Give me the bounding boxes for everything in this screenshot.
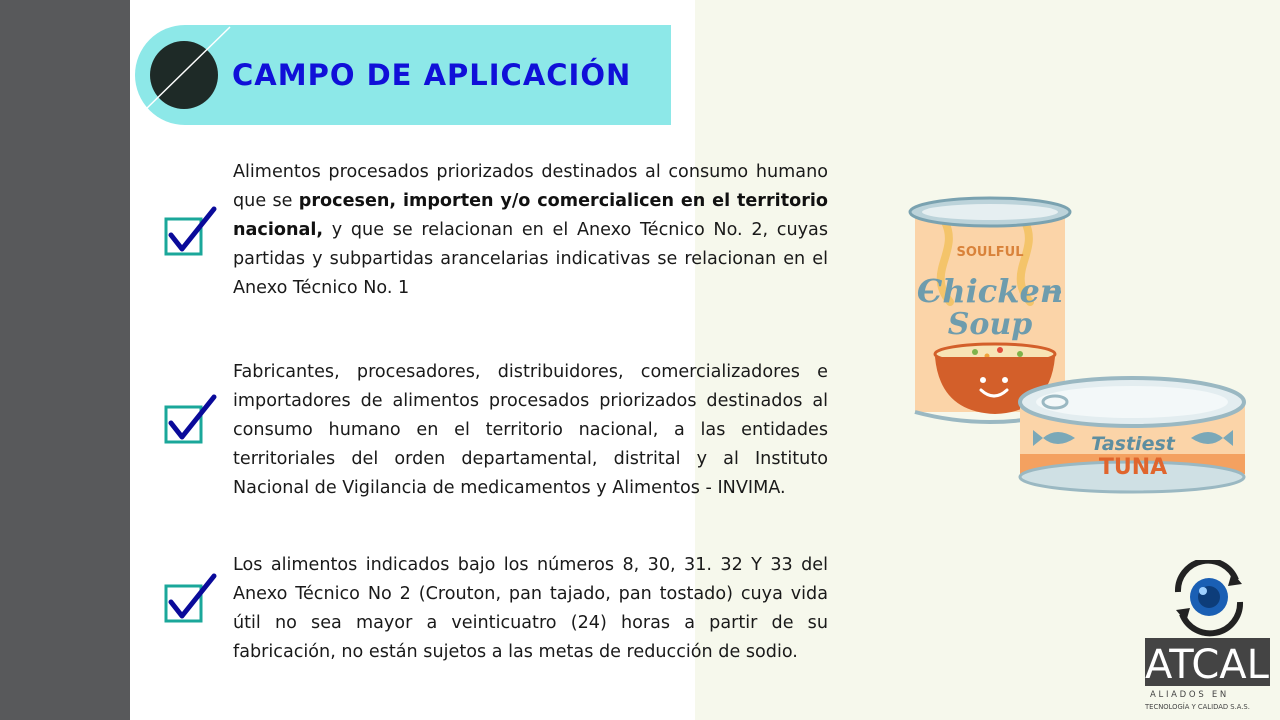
checkmark-icon [162, 205, 218, 257]
checkmark-icon [162, 393, 218, 445]
checkmark-icon [162, 572, 218, 624]
logo-tagline1: A L I A D O S E N [1150, 690, 1227, 700]
logo-brand: ATCAL [1145, 642, 1269, 688]
tuna-label-line2: TUNA [1098, 455, 1168, 480]
soup-label-line2: Chicken [916, 272, 1064, 310]
canned-food-illustration [905, 192, 1250, 497]
scope-item-1: Alimentos procesados priorizados destinados al consumo humano que se procesen, importen y/o comercialicen en el territorio nacional, y que se relacionan en el Anexo Técnico No. 2, cuyas partidas y subpartidas arancelarias indicativas se relacionan en el Anexo Técnico No. 1 [233, 162, 828, 298]
soup-label-line3: Soup [947, 307, 1033, 342]
scope-item-2: Fabricantes, procesadores, distribuidores, comercializadores e importadores de alimentos procesados priorizados destinados al consumo humano en el territorio nacional, a las entidades territoriales del orden departamental, distrital y al Instituto Nacional de Vigilancia de medicamentos y Alimentos - INVIMA. [233, 362, 828, 498]
page-title: CAMPO DE APLICACIÓN [232, 58, 632, 92]
title-slash-icon [140, 25, 240, 115]
left-sidebar-bar [0, 0, 130, 720]
atcal-logo [1140, 560, 1275, 715]
logo-tagline2: TECNOLOGÍA Y CALIDAD S.A.S. [1145, 703, 1250, 711]
tuna-label-line1: Tastiest [1091, 433, 1175, 455]
scope-item-3: Los alimentos indicados bajo los números 8, 30, 31. 32 Y 33 del Anexo Técnico No 2 (Crouton, pan tajado, pan tostado) cuya vida útil no sea mayor a veinticuatro (24) horas a partir de su fabricación, no están sujetos a las metas de reducción de sodio. [233, 555, 828, 662]
soup-label-line1: SOULFUL [956, 245, 1024, 260]
